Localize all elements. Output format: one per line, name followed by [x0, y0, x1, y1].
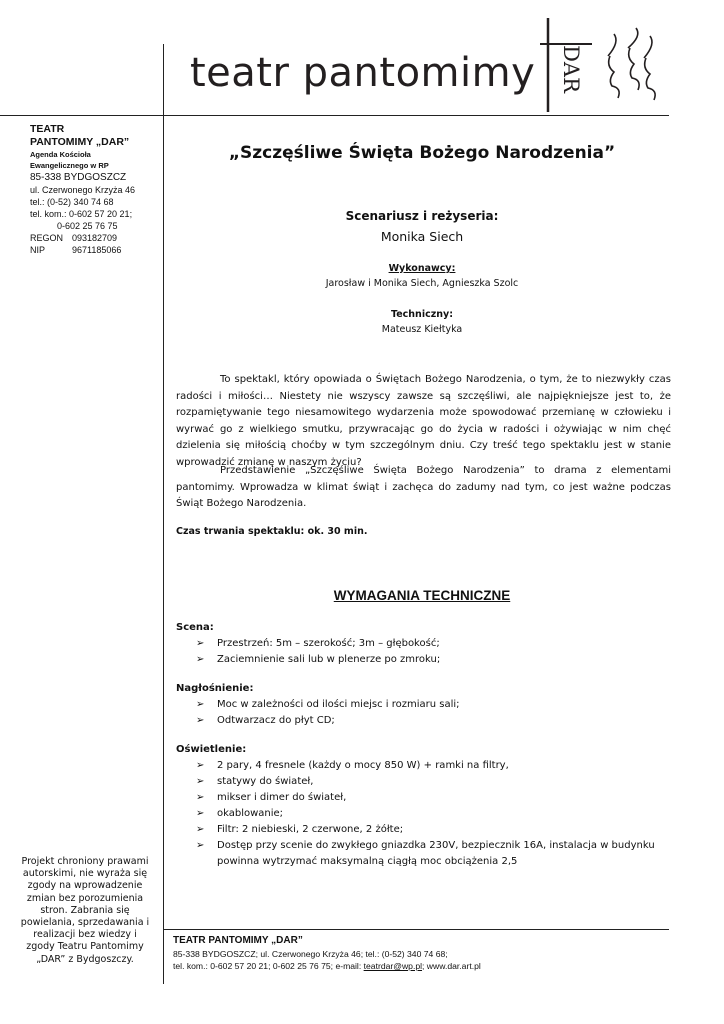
vertical-rule: [163, 44, 164, 984]
regon-value: 093182709: [72, 233, 118, 243]
list-item: ➢ Zaciemnienie sali lub w plenerze po zmroku;: [196, 652, 676, 668]
header-rule: [0, 115, 669, 116]
sidebar-name-2: PANTOMIMY „DAR”: [30, 136, 130, 148]
tech-label: Techniczny:: [391, 309, 453, 320]
bullet-arrow-icon: ➢: [196, 824, 205, 835]
script-name: Monika Siech: [380, 229, 464, 244]
footer: [173, 935, 481, 973]
list-item: ➢ Filtr: 2 niebieski, 2 czerwone, 2 żółte;: [196, 822, 676, 838]
list-item: ➢ Dostęp przy scenie do zwykłego gniazdka 230V, bezpiecznik 16A, instalacja w budynku powinna wytrzymać maksymalną ciągłą moc obciążenia 2,5: [196, 840, 655, 867]
description-paragraph-2: Przedstawienie „Szczęśliwe Święta Bożego Narodzenia” to drama z elementami pantomimy. Wprowadza w klimat świąt i zachęca do zadumy nad tym, co jest ważne podczas Świąt Bożego Narodzenia.: [176, 465, 671, 510]
footer-website: ; www.dar.art.pl: [422, 961, 481, 971]
bullet-arrow-icon: ➢: [196, 808, 205, 819]
nip-value: 9671185066: [72, 245, 122, 255]
email-link[interactable]: teatrdar@wp.pl: [363, 961, 423, 971]
bullet-arrow-icon: ➢: [196, 792, 205, 803]
bullet-arrow-icon: ➢: [196, 760, 205, 771]
sidebar-contact: [30, 123, 160, 256]
list-item: ➢ mikser i dimer do świateł,: [196, 790, 676, 806]
oswietlenie-list: [196, 758, 676, 870]
footer-name: TEATR PANTOMIMY „DAR”: [173, 935, 303, 946]
bullet-arrow-icon: ➢: [196, 715, 205, 726]
bullet-arrow-icon: ➢: [196, 840, 205, 851]
sidebar-tel-kom-1: tel. kom.: 0-602 57 20 21;: [30, 209, 133, 219]
duration: Czas trwania spektaklu: ok. 30 min.: [176, 526, 368, 537]
list-item: ➢ Moc w zależności od ilości miejsc i rozmiaru sali;: [196, 697, 676, 713]
brand-title: teatr pantomimy: [190, 50, 536, 96]
description-paragraph-1: To spektakl, który opowiada o Świętach Bożego Narodzenia, o tym, że to niezwykły czas radości i miłości… Niestety nie wszyscy zawsze są szczęśliwi, ale najpiękniejsze jest to, że rozpamiętywanie tego niesamowitego wydarzenia może spowodować przemianę w człowieku i wyrwać go z wielkiego smutku, przywracając go do życia w radości i ożywiając w nim chęć dzielenia się miłością choćby w tym szczególnym dniu. Czy treść tego spektaklu jest w stanie wprowadzić zmianę w naszym życiu?: [176, 374, 671, 468]
footer-rule: [163, 929, 669, 930]
scena-list: [196, 636, 676, 668]
bullet-arrow-icon: ➢: [196, 654, 205, 665]
scena-label: Scena:: [176, 622, 214, 633]
logo-text: DAR: [559, 45, 583, 93]
naglosnienie-label: Nagłośnienie:: [176, 683, 254, 694]
sidebar-name-1: TEATR: [30, 123, 65, 135]
list-item: ➢ Przestrzeń: 5m – szerokość; 3m – głębokość;: [196, 636, 676, 652]
dar-logo-icon: [540, 14, 665, 114]
sidebar-regon: [30, 232, 160, 244]
sidebar-agency-2: Ewangelicznego w RP: [30, 161, 109, 170]
performers-label: Wykonawcy:: [388, 263, 456, 274]
script-label: Scenariusz i reżyseria:: [345, 209, 499, 223]
tech-name: Mateusz Kiełtyka: [381, 324, 463, 335]
oswietlenie-label: Oświetlenie:: [176, 744, 247, 755]
list-item: ➢ Odtwarzacz do płyt CD;: [196, 713, 676, 729]
footer-contact: [173, 960, 481, 973]
sidebar-tel: tel.: (0-52) 340 74 68: [30, 197, 114, 207]
list-item: ➢ statywy do świateł,: [196, 774, 676, 790]
list-item: ➢ 2 pary, 4 fresnele (każdy o mocy 850 W) + ramki na filtry,: [196, 758, 676, 774]
bullet-arrow-icon: ➢: [196, 638, 205, 649]
list-item: ➢ okablowanie;: [196, 806, 676, 822]
bullet-arrow-icon: ➢: [196, 699, 205, 710]
footer-address: 85-338 BYDGOSZCZ; ul. Czerwonego Krzyża 46; tel.: (0-52) 340 74 68;: [173, 948, 448, 959]
sidebar-nip: [30, 244, 160, 256]
sidebar-agency-1: Agenda Kościoła: [30, 150, 91, 159]
sidebar-tel-kom-2: 0-602 25 76 75: [57, 221, 118, 231]
performers-names: Jarosław i Monika Siech, Agnieszka Szolc: [325, 278, 519, 289]
naglosnienie-list: [196, 697, 676, 729]
regon-label: REGON: [30, 233, 64, 243]
page-title: „Szczęśliwe Święta Bożego Narodzenia”: [228, 143, 616, 163]
bullet-arrow-icon: ➢: [196, 776, 205, 787]
copyright-note: Projekt chroniony prawami autorskimi, nie wyraża się zgody na wprowadzenie zmian bez porozumienia stron. Zabrania się powielania, sprzedawania i realizacji bez wiedzy i zgody Teatru Pantomimy „DAR” z Bydgoszczy.: [20, 856, 150, 965]
footer-phones: tel. kom.: 0-602 57 20 21; 0-602 25 76 75; e-mail:: [173, 961, 362, 971]
sidebar-city: 85-338 BYDGOSZCZ: [30, 172, 127, 183]
nip-label: NIP: [30, 245, 46, 255]
requirements-heading: WYMAGANIA TECHNICZNE: [333, 588, 511, 603]
sidebar-street: ul. Czerwonego Krzyża 46: [30, 185, 136, 195]
